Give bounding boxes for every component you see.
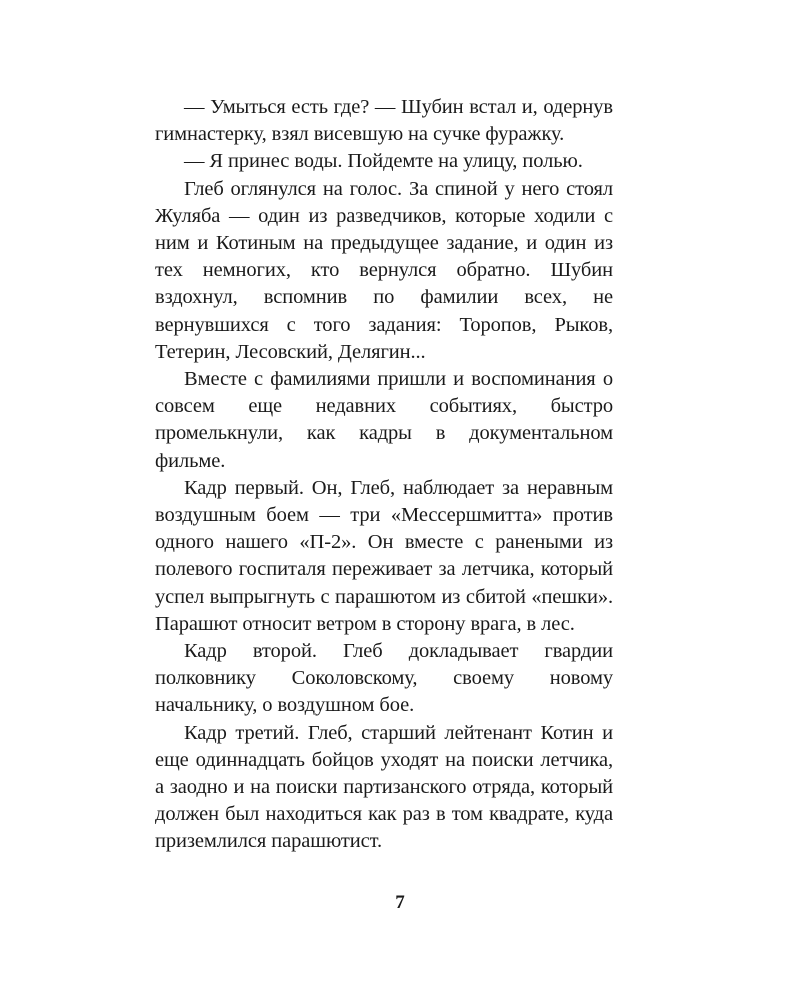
paragraph-4: Вместе с фамилиями пришли и воспоминания о совсем еще недавних событиях, быстро промелькнули, как кадры в документальном фильме. xyxy=(155,368,613,472)
book-page-text xyxy=(155,94,613,856)
page-number: 7 xyxy=(395,892,405,913)
paragraph-3: Глеб оглянулся на голос. За спиной у него стоял Жуляба — один из разведчиков, которые ходили с ним и Котиным на предыдущее задание, и один из тех немногих, кто вернулся обратно. Шубин вздохнул, вспомнив по фамилии всех, не вернувшихся с того задания: Торопов, Рыков, Тетерин, Лесовский, Делягин... xyxy=(155,177,613,363)
paragraph-5: Кадр первый. Он, Глеб, наблюдает за неравным воздушным боем — три «Мессершмитта» против одного нашего «П-2». Он вместе с ранеными из полевого госпиталя переживает за летчика, который успел выпрыгнуть с парашютом из сбитой «пешки». Парашют относит ветром в сторону врага, в лес. xyxy=(155,476,613,635)
paragraph-6: Кадр второй. Глеб докладывает гвардии полковнику Соколовскому, своему новому начальнику, о воздушном бое. xyxy=(155,640,613,717)
paragraph-7: Кадр третий. Глеб, старший лейтенант Котин и еще одиннадцать бойцов уходят на поиски летчика, а заодно и на поиски партизанского отряда, который должен был находиться как раз в том квадрате, куда приземлился парашютист. xyxy=(155,721,613,853)
paragraph-2: — Я принес воды. Пойдемте на улицу, полью. xyxy=(184,150,583,173)
paragraph-1: — Умыться есть где? — Шубин встал и, одернув гимнастерку, взял висевшую на сучке фуражку. xyxy=(155,96,613,146)
